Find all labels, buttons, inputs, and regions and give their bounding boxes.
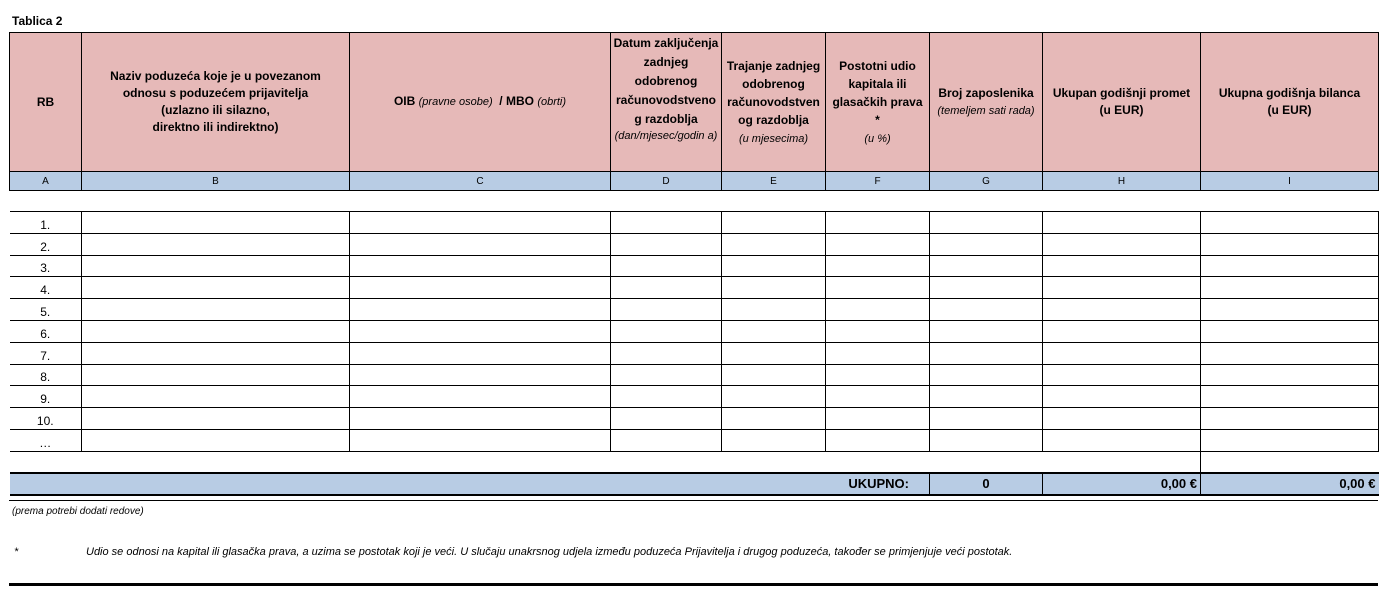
footnote-mark: *	[14, 546, 19, 558]
header-postotni: Postotni udio kapitala ili glasačkih prava * (u %)	[826, 33, 930, 172]
table-cell[interactable]	[1043, 342, 1201, 364]
table-cell[interactable]	[1201, 386, 1379, 408]
table-cell[interactable]	[611, 255, 722, 277]
table-cell[interactable]	[1043, 429, 1201, 451]
table-cell[interactable]	[82, 408, 350, 430]
table-cell[interactable]	[826, 364, 930, 386]
table-cell[interactable]	[930, 408, 1043, 430]
row-number: …	[10, 429, 82, 451]
table-cell[interactable]	[611, 277, 722, 299]
header-naziv: Naziv poduzeća koje je u povezanom odnosu s poduzećem prijavitelja (uzlazno ili silazno, direktno ili indirektno)	[82, 33, 350, 172]
table-cell[interactable]	[826, 408, 930, 430]
table-cell[interactable]	[826, 277, 930, 299]
table-cell[interactable]	[722, 364, 826, 386]
table-cell[interactable]	[722, 386, 826, 408]
table-cell[interactable]	[350, 364, 611, 386]
table-cell[interactable]	[82, 255, 350, 277]
table-cell[interactable]	[611, 233, 722, 255]
table-cell[interactable]	[722, 255, 826, 277]
table-cell[interactable]	[826, 233, 930, 255]
table-cell[interactable]	[611, 386, 722, 408]
table-cell[interactable]	[1043, 364, 1201, 386]
row-number: 7.	[10, 342, 82, 364]
table-cell[interactable]	[350, 429, 611, 451]
table-cell[interactable]	[1201, 364, 1379, 386]
table-cell[interactable]	[1043, 277, 1201, 299]
table-cell[interactable]	[350, 233, 611, 255]
table-row	[10, 342, 1379, 364]
table-cell[interactable]	[82, 342, 350, 364]
table-cell[interactable]	[611, 342, 722, 364]
row-number: 10.	[10, 408, 82, 430]
table-cell[interactable]	[82, 299, 350, 321]
table-cell[interactable]	[350, 299, 611, 321]
letter-b: B	[82, 172, 350, 191]
row-number: 1.	[10, 212, 82, 234]
table-cell[interactable]	[826, 299, 930, 321]
table-cell[interactable]	[930, 233, 1043, 255]
table-row	[10, 386, 1379, 408]
footnote-text: Udio se odnosi na kapital ili glasačka prava, a uzima se postotak koji je veći. U slučaju unakrsnog udjela između poduzeća Prijavitelja i drugog poduzeća, također se primjenjuje veći postotak.	[86, 546, 1013, 558]
table-row	[10, 299, 1379, 321]
table-cell[interactable]	[1043, 320, 1201, 342]
table-cell[interactable]	[1043, 212, 1201, 234]
table-cell[interactable]	[1201, 255, 1379, 277]
table-cell[interactable]	[1043, 233, 1201, 255]
row-number: 6.	[10, 320, 82, 342]
add-rows-note: (prema potrebi dodati redove)	[12, 506, 144, 517]
letter-c: C	[350, 172, 611, 191]
bottom-rule	[9, 583, 1378, 586]
column-letters-row	[10, 172, 1379, 191]
table-cell[interactable]	[1201, 320, 1379, 342]
table-cell[interactable]	[930, 299, 1043, 321]
table-cell[interactable]	[826, 386, 930, 408]
table-cell[interactable]	[611, 320, 722, 342]
table-cell[interactable]	[82, 364, 350, 386]
table-cell[interactable]	[611, 364, 722, 386]
table-row	[10, 255, 1379, 277]
table-cell[interactable]	[350, 386, 611, 408]
table-cell[interactable]	[1201, 277, 1379, 299]
table-cell[interactable]	[1201, 408, 1379, 430]
table-cell[interactable]	[1201, 342, 1379, 364]
header-promet: Ukupan godišnji promet (u EUR)	[1043, 33, 1201, 172]
table-cell[interactable]	[350, 342, 611, 364]
table-cell[interactable]	[722, 277, 826, 299]
table-row	[10, 212, 1379, 234]
table-cell[interactable]	[930, 212, 1043, 234]
table-cell[interactable]	[1201, 429, 1379, 451]
table-row	[10, 408, 1379, 430]
table-cell[interactable]	[826, 429, 930, 451]
row-number: 3.	[10, 255, 82, 277]
table-cell[interactable]	[722, 212, 826, 234]
table-cell[interactable]	[1043, 386, 1201, 408]
letter-a: A	[10, 172, 82, 191]
table-cell[interactable]	[826, 212, 930, 234]
table-row	[10, 277, 1379, 299]
table-cell[interactable]	[722, 233, 826, 255]
letter-h: H	[1043, 172, 1201, 191]
total-promet[interactable]: 0,00 €	[1043, 473, 1201, 495]
table-cell[interactable]	[611, 429, 722, 451]
table-cell[interactable]	[930, 364, 1043, 386]
header-oib-mbo: OIB (pravne osobe) / MBO (obrti)	[350, 33, 611, 172]
table-cell[interactable]	[1043, 255, 1201, 277]
letter-g: G	[930, 172, 1043, 191]
table-cell[interactable]	[930, 277, 1043, 299]
letter-f: F	[826, 172, 930, 191]
table-cell[interactable]	[350, 255, 611, 277]
table-cell[interactable]	[1201, 233, 1379, 255]
totals-row	[10, 473, 1379, 495]
table-cell[interactable]	[930, 342, 1043, 364]
header-broj: Broj zaposlenika (temeljem sati rada)	[930, 33, 1043, 172]
table-cell[interactable]	[82, 212, 350, 234]
table-cell[interactable]	[350, 408, 611, 430]
table-cell[interactable]	[82, 386, 350, 408]
row-number: 2.	[10, 233, 82, 255]
header-bilanca: Ukupna godišnja bilanca (u EUR)	[1201, 33, 1379, 172]
divider	[9, 500, 1378, 501]
table-cell[interactable]	[82, 277, 350, 299]
related-companies-table	[9, 32, 1379, 496]
row-number: 8.	[10, 364, 82, 386]
table-row	[10, 364, 1379, 386]
table-cell[interactable]	[930, 320, 1043, 342]
total-bilanca[interactable]: 0,00 €	[1201, 473, 1379, 495]
table-cell[interactable]	[611, 299, 722, 321]
table-cell[interactable]	[82, 320, 350, 342]
row-number: 5.	[10, 299, 82, 321]
table-cell[interactable]	[611, 408, 722, 430]
header-datum: Datum zaključenja zadnjeg odobrenog računovodstveno g razdoblja (dan/mjesec/godin a)	[611, 33, 722, 172]
table-row	[10, 233, 1379, 255]
table-cell[interactable]	[722, 408, 826, 430]
table-cell[interactable]	[611, 212, 722, 234]
table-cell[interactable]	[826, 255, 930, 277]
letter-i: I	[1201, 172, 1379, 191]
totals-label: UKUPNO:	[10, 473, 930, 495]
table-cell[interactable]	[722, 342, 826, 364]
table-cell[interactable]	[82, 233, 350, 255]
table-cell[interactable]	[1201, 212, 1379, 234]
table-cell[interactable]	[826, 320, 930, 342]
table-cell[interactable]	[930, 255, 1043, 277]
table-cell[interactable]	[350, 320, 611, 342]
header-rb: RB	[10, 33, 82, 172]
table-cell[interactable]	[350, 277, 611, 299]
table-cell[interactable]	[1201, 299, 1379, 321]
letter-d: D	[611, 172, 722, 191]
table-cell[interactable]	[350, 212, 611, 234]
table-cell[interactable]	[722, 299, 826, 321]
table-cell[interactable]	[722, 320, 826, 342]
table-cell[interactable]	[930, 386, 1043, 408]
row-number: 4.	[10, 277, 82, 299]
table-cell[interactable]	[930, 429, 1043, 451]
total-broj[interactable]: 0	[930, 473, 1043, 495]
table-cell[interactable]	[722, 429, 826, 451]
letter-e: E	[722, 172, 826, 191]
table-cell[interactable]	[1043, 299, 1201, 321]
header-row	[10, 33, 1379, 172]
table-cell[interactable]	[826, 342, 930, 364]
header-trajanje: Trajanje zadnjeg odobrenog računovodstven og razdoblja (u mjesecima)	[722, 33, 826, 172]
table-row	[10, 320, 1379, 342]
table-row	[10, 429, 1379, 451]
row-number: 9.	[10, 386, 82, 408]
table-title: Tablica 2	[12, 14, 63, 28]
table-cell[interactable]	[1043, 408, 1201, 430]
table-cell[interactable]	[82, 429, 350, 451]
